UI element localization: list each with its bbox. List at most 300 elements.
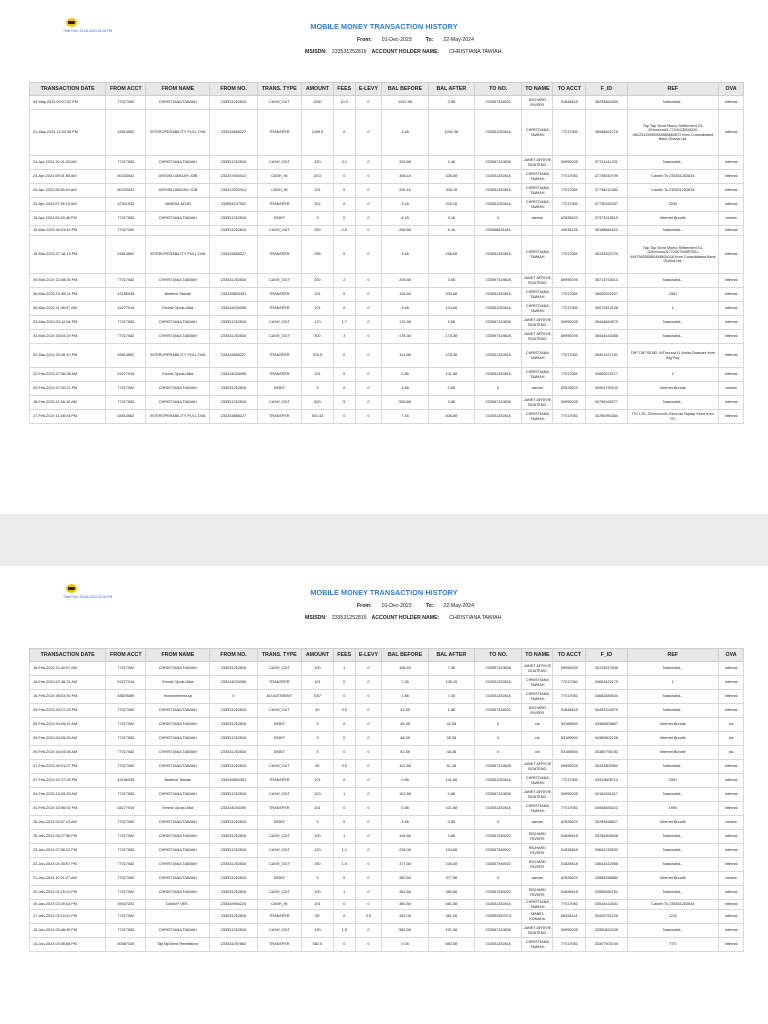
cell-f-id: 34064655222 — [586, 802, 627, 816]
cell-ova: Internal — [719, 924, 744, 938]
cell-to-name: CHRISTIANA TAWIAH — [522, 774, 553, 788]
cell-date: 17-Jan-2024 03:19:31 PM — [30, 910, 106, 924]
cell-to-no: 233531252816 — [475, 110, 522, 156]
cell-from-acct: 77017082 — [106, 662, 146, 676]
cell-from-name: CHRISTIANA TAWIAH — [146, 330, 210, 344]
cell-fees: 2.5 — [333, 226, 355, 236]
cell-ref: Internet Bundle — [627, 732, 719, 746]
cell-from-no: 233531252816 — [210, 662, 257, 676]
cell-date: 03-Mar-2024 03:04:19 PM — [30, 330, 106, 344]
table-row — [30, 788, 744, 802]
cell-to-no: 233557946922 — [475, 96, 522, 110]
table-row — [30, 382, 744, 396]
cell-ref: Internet Bundle — [627, 746, 719, 760]
cell-bal-before: 104.68 — [382, 288, 428, 302]
cell-from-no: 233531252816 — [210, 910, 257, 924]
cell-bal-before: 258.68 — [382, 226, 428, 236]
cell-to-no: 233557946922 — [475, 858, 522, 872]
cell-e-levy: 0 — [355, 718, 382, 732]
column-header-e-levy: E-LEVY — [355, 83, 382, 96]
cell-e-levy: 0 — [355, 774, 382, 788]
cell-trans-type: CASH_OUT — [257, 274, 301, 288]
cell-trans-type: CASH_OUT — [257, 396, 301, 410]
cell-e-levy: 0 — [355, 924, 382, 938]
cell-ova: Internal — [719, 330, 744, 344]
cell-from-name: CHRISTIANA TAWIAH — [146, 844, 210, 858]
table-row — [30, 802, 744, 816]
cell-bal-after: 7.45 — [428, 690, 474, 704]
cell-amount: 150 — [301, 924, 333, 938]
cell-to-name: JANET AFRIYIE BOATENG — [522, 156, 553, 170]
cell-ref: NationalId-- — [627, 662, 719, 676]
cell-e-levy: 0 — [355, 382, 382, 396]
cell-bal-after: 508.88 — [428, 410, 474, 424]
cell-to-no: 233597419828 — [475, 396, 522, 410]
cell-bal-before: 1.88 — [382, 690, 428, 704]
cell-from-acct: 67911933 — [106, 198, 146, 212]
cell-from-no: 233531252816 — [210, 316, 257, 330]
cell-amount: 150 — [301, 858, 333, 872]
cell-bal-before: 108.45 — [382, 662, 428, 676]
cell-fees: 0 — [333, 344, 355, 368]
cell-to-no: 0 — [475, 746, 522, 760]
cell-to-no: 233557946922 — [475, 830, 522, 844]
cell-fees: 1.5 — [333, 858, 355, 872]
cell-amount: 250 — [301, 226, 333, 236]
cell-e-levy: 0 — [355, 274, 382, 288]
cell-fees: 0 — [333, 288, 355, 302]
cell-bal-after: 258.68 — [428, 236, 474, 274]
cell-from-acct: 77017082 — [106, 382, 146, 396]
cell-to-name: JANET AFRIYIE BOATENG — [522, 330, 553, 344]
cell-fees: 0 — [333, 368, 355, 382]
cell-amount: 3 — [301, 872, 333, 886]
cell-to-name: cisnew — [522, 872, 553, 886]
cell-ref: Cashin To 233531252816 — [627, 900, 719, 910]
cell-date: 02-Mar-2024 03:46:10 PM — [30, 344, 106, 368]
cell-ova: Internal — [719, 274, 744, 288]
cell-bal-before: 377.58 — [382, 858, 428, 872]
cell-fees: 0 — [333, 774, 355, 788]
cell-from-no: 233531252816 — [210, 816, 257, 830]
cell-from-no: 233249863351 — [210, 774, 257, 788]
cell-e-levy: 0 — [355, 858, 382, 872]
cell-to-no: 233531252816 — [475, 676, 522, 690]
cell-bal-before: 101.88 — [382, 760, 428, 774]
cell-fees: 0 — [333, 212, 355, 226]
cell-ova: Internal — [719, 96, 744, 110]
cell-from-no: 233243868227 — [210, 410, 257, 424]
table-row — [30, 344, 744, 368]
cell-e-levy: 0 — [355, 844, 382, 858]
cell-e-levy: 0 — [355, 156, 382, 170]
cell-from-acct: 54814562 — [106, 344, 146, 368]
cell-date: 14-Jan-2024 04:08:58 PM — [30, 938, 106, 952]
cell-fees: 0 — [333, 872, 355, 886]
cell-to-acct: 51826818 — [553, 886, 586, 900]
cell-from-no: 233531252816 — [210, 330, 257, 344]
cell-trans-type: DEBIT — [257, 732, 301, 746]
cell-bal-after: 0.88 — [428, 788, 474, 802]
cell-bal-after: 2.68 — [428, 96, 474, 110]
cell-f-id: 34682684634 — [586, 690, 627, 704]
column-header-amount: AMOUNT — [301, 649, 333, 662]
cell-to-no: 233597419828 — [475, 662, 522, 676]
column-header-from-name: FROM NAME — [146, 83, 210, 96]
cell-ref: Internet Bundle — [627, 718, 719, 732]
cell-f-id: 34796165277 — [586, 396, 627, 410]
cell-trans-type: CASH_OUT — [257, 96, 301, 110]
cell-amount: 101 — [301, 774, 333, 788]
table-row — [30, 774, 744, 788]
cell-bal-after: 3.18 — [428, 212, 474, 226]
cell-trans-type: TRANSFER — [257, 802, 301, 816]
cell-to-acct: 77017082 — [553, 368, 586, 382]
cell-from-name: INTEROPERABILITY PULL OVA — [146, 344, 210, 368]
cell-date: 03-Mar-2024 03:12:54 PM — [30, 316, 106, 330]
cell-ref: NationalId-- — [627, 330, 719, 344]
cell-ova: cis — [719, 718, 744, 732]
cell-from-name: CHRISTIANA TAWIAH — [146, 718, 210, 732]
cell-amount: 3 — [301, 718, 333, 732]
cell-ova: Internal — [719, 900, 744, 910]
cell-amount: 3 — [301, 382, 333, 396]
cell-to-acct: 65328141 — [553, 910, 586, 924]
cell-trans-type: TRANSFER — [257, 198, 301, 212]
cell-date: 17-Feb-2024 11:08:44 PM — [30, 410, 106, 424]
cell-from-acct: 77017082 — [106, 96, 146, 110]
cell-from-name: CHRISTIANA TAWIAH — [146, 212, 210, 226]
column-header-amount: AMOUNT — [301, 83, 333, 96]
cell-from-acct: 77017082 — [106, 396, 146, 410]
cell-trans-type: DEBIT — [257, 718, 301, 732]
cell-ova: Internal — [719, 690, 744, 704]
cell-trans-type: CASH_IN — [257, 170, 301, 184]
column-header-date: TRANSACTION DATE — [30, 83, 106, 96]
cell-from-no: 233247600314 — [210, 170, 257, 184]
cell-to-name: cisnew — [522, 816, 553, 830]
cell-ref: NationalId-- — [627, 886, 719, 900]
cell-bal-before: 3.88 — [382, 816, 428, 830]
cell-to-no: 0 — [475, 382, 522, 396]
cell-to-no: 233531252816 — [475, 410, 522, 424]
cell-from-no: 233531252816 — [210, 746, 257, 760]
cell-bal-before: 0.08 — [382, 938, 428, 952]
cell-f-id: 34694422170 — [586, 676, 627, 690]
cell-from-no: 233249863351 — [210, 288, 257, 302]
cell-from-no: 233531252816 — [210, 274, 257, 288]
cell-to-no: 233531252816 — [475, 170, 522, 184]
cell-date: 09-Feb-2024 04:06:41 AM — [30, 718, 106, 732]
cell-fees: 0 — [333, 690, 355, 704]
table-row — [30, 900, 744, 910]
cell-from-acct: 54814562 — [106, 110, 146, 156]
cell-to-acct: 77017082 — [553, 900, 586, 910]
cell-trans-type: TRANSFER — [257, 368, 301, 382]
cell-to-name: CHRISTIANA TAWIAH — [522, 368, 553, 382]
cell-e-levy: 0 — [355, 368, 382, 382]
cell-f-id: 37373315610 — [586, 212, 627, 226]
cell-from-no: 233243868227 — [210, 110, 257, 156]
cell-bal-after: 481.58 — [428, 900, 474, 910]
cell-ref: 2030 — [627, 198, 719, 212]
cell-to-no: 0 — [475, 816, 522, 830]
cell-from-acct: 77017082 — [106, 886, 146, 900]
cell-trans-type: TRANSFER — [257, 344, 301, 368]
table-row — [30, 816, 744, 830]
cell-ova: Internal — [719, 830, 744, 844]
cell-to-acct: 77017082 — [553, 302, 586, 316]
cell-bal-before: 582.58 — [382, 924, 428, 938]
date-range: From: 01-Dec-2023 To: 22-May-2024 — [357, 603, 474, 609]
cell-date: 24-Apr-2024 10:01:26 AM — [30, 156, 106, 170]
cell-e-levy: 0 — [355, 788, 382, 802]
cell-amount: 101 — [301, 288, 333, 302]
cell-e-levy: 0 — [355, 690, 382, 704]
table-row — [30, 872, 744, 886]
column-header-from-no: FROM NO. — [210, 83, 257, 96]
cell-to-name: JANET AFRIYIE BOATENG — [522, 396, 553, 410]
cell-bal-before: 3.88 — [382, 382, 428, 396]
cell-amount: 40 — [301, 704, 333, 718]
cell-to-name: cisnew — [522, 212, 553, 226]
cell-to-name: CHRISTIANA TAWIAH — [522, 302, 553, 316]
cell-to-acct: 51826818 — [553, 830, 586, 844]
cell-from-acct: 39047262 — [106, 900, 146, 910]
table-row — [30, 274, 744, 288]
cell-from-name — [146, 226, 210, 236]
cell-from-no: 233531252816 — [210, 788, 257, 802]
cell-e-levy: 0.5 — [355, 910, 382, 924]
table-row — [30, 662, 744, 676]
column-header-ref: REF — [627, 83, 719, 96]
cell-from-no: 233549964226 — [210, 900, 257, 910]
cell-f-id: 33789468827 — [586, 816, 627, 830]
cell-e-levy: 0 — [355, 676, 382, 690]
page-title: MOBILE MONEY TRANSACTION HISTORY — [310, 588, 458, 597]
cell-to-no: 233597419828 — [475, 924, 522, 938]
cell-f-id: 35401427182 — [586, 344, 627, 368]
cell-to-acct: 49033226 — [553, 226, 586, 236]
cell-trans-type: CASH_OUT — [257, 760, 301, 774]
cell-amount: 101 — [301, 676, 333, 690]
cell-date: 09-Feb-2024 03:07:29 PM — [30, 704, 106, 718]
cell-from-name: CHRISTIANA TAWIAH — [146, 830, 210, 844]
cell-ref: Cashin To 233531252816 — [627, 170, 719, 184]
cell-date: 07-Feb-2024 09:01:07 PM — [30, 760, 106, 774]
cell-from-no: 233531252816 — [210, 830, 257, 844]
cell-from-name: Ernest Opoku Atta — [146, 802, 210, 816]
cell-bal-after: 226.08 — [428, 858, 474, 872]
cell-bal-after: 381.08 — [428, 910, 474, 924]
cell-to-no: 233597419828 — [475, 760, 522, 774]
cell-to-name — [522, 226, 553, 236]
cell-fees: 0 — [333, 410, 355, 424]
cell-e-levy: 0 — [355, 170, 382, 184]
cell-trans-type: CASH_OUT — [257, 924, 301, 938]
cell-e-levy: 0 — [355, 396, 382, 410]
cell-from-name: Ernest Opoku Atta — [146, 676, 210, 690]
column-header-bal-after: BAL AFTER — [428, 83, 474, 96]
cell-f-id: 36168881823 — [586, 226, 627, 236]
cell-bal-before: 0.88 — [382, 368, 428, 382]
cell-ova: Internal — [719, 368, 744, 382]
cell-ova: Internal — [719, 774, 744, 788]
cell-bal-before: 104.88 — [382, 830, 428, 844]
cell-fees: 0 — [333, 910, 355, 924]
cell-fees: 1.7 — [333, 316, 355, 330]
cell-from-acct: 77017082 — [106, 212, 146, 226]
cell-ova: Internal — [719, 184, 744, 198]
cell-ref: 1 — [627, 368, 719, 382]
cell-from-name: CHRISTIANA TAWIAH — [146, 872, 210, 886]
cell-ova: Internal — [719, 170, 744, 184]
table-row — [30, 704, 744, 718]
cell-ova: Internal — [719, 704, 744, 718]
cell-bal-after: 326.68 — [428, 170, 474, 184]
cell-from-acct: 77017082 — [106, 330, 146, 344]
cell-e-levy: 0 — [355, 704, 382, 718]
cell-e-levy: 0 — [355, 760, 382, 774]
table-row — [30, 844, 744, 858]
cell-ref: 2211 — [627, 910, 719, 924]
cell-bal-before: 101.88 — [382, 788, 428, 802]
table-row — [30, 184, 744, 198]
cell-ref: TTS — [627, 938, 719, 952]
cell-f-id: 35444844570 — [586, 316, 627, 330]
cell-bal-after: 306.18 — [428, 184, 474, 198]
cell-e-levy: 0 — [355, 802, 382, 816]
cell-from-acct: 54277016 — [106, 368, 146, 382]
cell-trans-type: CASH_OUT — [257, 316, 301, 330]
cell-to-acct: 77017082 — [553, 676, 586, 690]
cell-from-acct: 77017082 — [106, 858, 146, 872]
cell-to-name: MABEL KONADU — [522, 910, 553, 924]
cell-ref: ITC LTD ,02xxxxxx41,Sent via Taptap Send from ITC — [627, 410, 719, 424]
cell-from-name: CHRISTIANA TAWIAH — [146, 156, 210, 170]
cell-bal-after: 3.88 — [428, 396, 474, 410]
cell-ova: Internal — [719, 910, 744, 924]
cell-date: 20-Jan-2024 01:25:10 PM — [30, 886, 106, 900]
cell-amount: 200 — [301, 274, 333, 288]
cell-from-no: 233531097864 — [210, 938, 257, 952]
cell-from-no: 233531252816 — [210, 212, 257, 226]
cell-from-acct: 77017082 — [106, 704, 146, 718]
account-info: MSISDN: 233531252816 ACCOUNT HOLDER NAME: CHRISTIANA TAWIAH — [305, 49, 502, 55]
cell-f-id: 36133924720 — [586, 236, 627, 274]
cell-date: 07-Feb-2024 01:37:26 PM — [30, 774, 106, 788]
transactions-table — [29, 648, 744, 952]
cell-fees: 0 — [333, 184, 355, 198]
column-header-bal-after: BAL AFTER — [428, 649, 474, 662]
cell-to-no: 233531252816 — [475, 938, 522, 952]
cell-date: 15-Apr-2024 09:43:46 PM — [30, 212, 106, 226]
cell-date: 09-Mar-2024 12:58:36 PM — [30, 274, 106, 288]
cell-to-name: JANET AFRIYIE BOATENG — [522, 788, 553, 802]
cell-trans-type: TRANSFER — [257, 938, 301, 952]
cell-ref: NationalId-- — [627, 226, 719, 236]
cell-f-id: 34380802128 — [586, 732, 627, 746]
cell-to-name: CHRISTIANA TAWIAH — [522, 690, 553, 704]
column-header-bal-before: BAL BEFORE — [382, 83, 428, 96]
table-row — [30, 858, 744, 872]
cell-from-no: 233244034395 — [210, 676, 257, 690]
table-row — [30, 226, 744, 236]
column-header-from-name: FROM NAME — [146, 649, 210, 662]
cell-date: 22-Feb-2024 07:06:38 AM — [30, 368, 106, 382]
cell-to-no: 233557946922 — [475, 886, 522, 900]
cell-bal-after: 205.68 — [428, 288, 474, 302]
cell-amount: 101 — [301, 368, 333, 382]
cell-f-id: 37735183337 — [586, 198, 627, 212]
column-header-date: TRANSACTION DATE — [30, 649, 106, 662]
cell-e-levy: 0 — [355, 236, 382, 274]
cell-date: 22-Jan-2024 04:45:57 PM — [30, 858, 106, 872]
cell-from-acct: 77017082 — [106, 788, 146, 802]
cell-f-id: 33644412066 — [586, 858, 627, 872]
cell-bal-before: 226.08 — [382, 844, 428, 858]
cell-to-no: 233531252816 — [475, 198, 522, 212]
cell-from-acct: 77017082 — [106, 156, 146, 170]
cell-f-id: 34313605713 — [586, 774, 627, 788]
cell-bal-before: 481.58 — [382, 886, 428, 900]
cell-bal-before: 0.88 — [382, 802, 428, 816]
cell-to-no: 233531252816 — [475, 184, 522, 198]
cell-from-acct: 77017082 — [106, 316, 146, 330]
cell-to-name: CHRISTIANA TAWIAH — [522, 236, 553, 274]
cell-bal-before: 478.38 — [382, 330, 428, 344]
cell-ova: Internal — [719, 396, 744, 410]
cell-from-name: CHRISTIANA TAWIAH — [146, 396, 210, 410]
cell-e-levy: 0 — [355, 288, 382, 302]
cell-bal-before: 7.45 — [382, 410, 428, 424]
cell-bal-after: 7.45 — [428, 662, 474, 676]
cell-ova: Internal — [719, 676, 744, 690]
cell-bal-before: 306.18 — [382, 170, 428, 184]
cell-date: 24-Apr-2024 07:39:15 AM — [30, 198, 106, 212]
cell-to-no: 233531252816 — [475, 802, 522, 816]
cell-trans-type: CASH_OUT — [257, 330, 301, 344]
cell-f-id: 33589268884 — [586, 872, 627, 886]
cell-fees: 0 — [333, 816, 355, 830]
header-row — [30, 83, 744, 96]
cell-amount: 100 — [301, 886, 333, 900]
column-header-ref: REF — [627, 649, 719, 662]
cell-e-levy: 0 — [355, 732, 382, 746]
cell-bal-before: 0.88 — [382, 774, 428, 788]
cell-bal-before: 3.48 — [382, 110, 428, 156]
cell-from-name: CHRISTIANA TAWIAH — [146, 382, 210, 396]
cell-e-levy: 0 — [355, 938, 382, 952]
cell-f-id: 37738510709 — [586, 170, 627, 184]
cell-amount: 50 — [301, 760, 333, 774]
cell-from-no: 233243868227 — [210, 344, 257, 368]
cell-amount: 3 — [301, 746, 333, 760]
cell-to-acct: 77017082 — [553, 774, 586, 788]
cell-trans-type: CASH_IN — [257, 900, 301, 910]
cell-amount: 300 — [301, 330, 333, 344]
cell-ova: Internal — [719, 788, 744, 802]
cell-from-name: CHRISTIANA TAWIAH — [146, 96, 210, 110]
cell-from-name: CHRISTIANA TAWIAH — [146, 662, 210, 676]
cell-to-name: JANET AFRIYIE BOATENG — [522, 316, 553, 330]
cell-f-id: 37741141231 — [586, 156, 627, 170]
column-header-to-acct: TO ACCT — [553, 83, 586, 96]
cell-e-levy: 0 — [355, 746, 382, 760]
cell-from-acct: 77017082 — [106, 274, 146, 288]
cell-from-name: CHRISTIANA TAWIAH — [146, 886, 210, 900]
cell-ref: Internet Bundle — [627, 816, 719, 830]
